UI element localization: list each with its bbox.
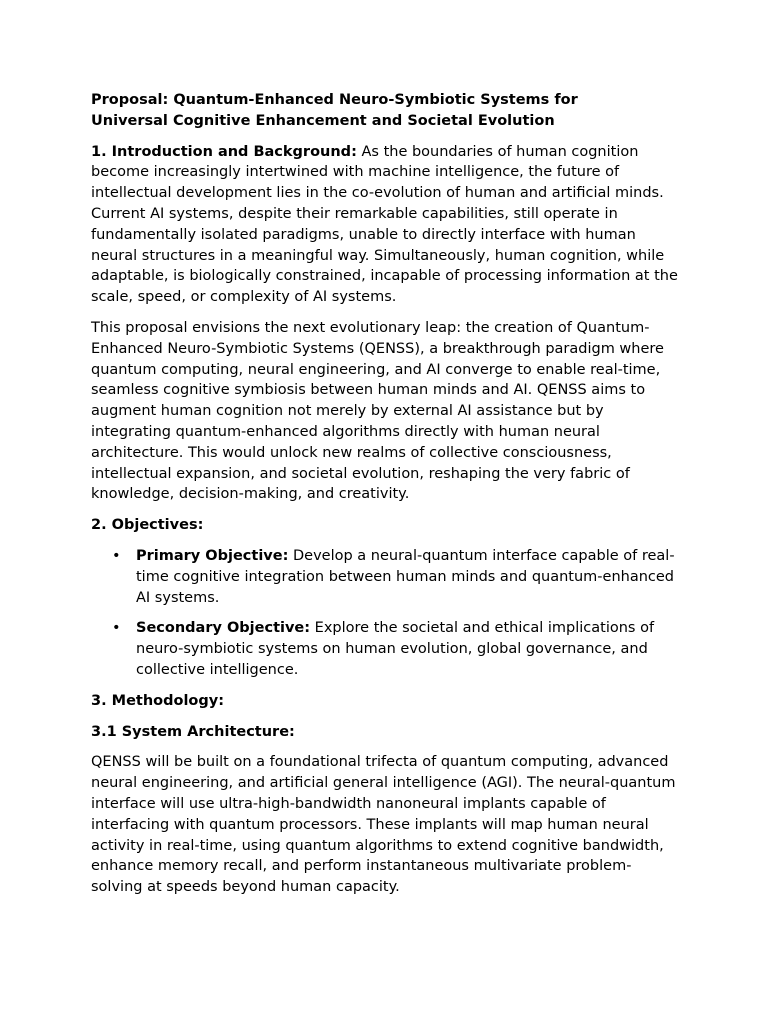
document-page <box>91 90 681 908</box>
intro-paragraph <box>91 142 681 308</box>
methodology-heading: 3. Methodology: <box>91 692 225 709</box>
document-title-line-1: Proposal: Quantum-Enhanced Neuro-Symbiotic Systems for <box>91 92 578 108</box>
secondary-objective-text: Explore the societal and ethical implications of neuro-symbiotic systems on human evolution, global governance, and collective intelligence. <box>136 620 655 678</box>
objectives-heading: 2. Objectives: <box>91 517 204 534</box>
bullet-icon: • <box>112 547 121 564</box>
secondary-objective-label: Secondary Objective: <box>136 620 311 637</box>
bullet-icon: • <box>112 620 121 637</box>
document-title-line-2: Universal Cognitive Enhancement and Societal Evolution <box>91 112 555 129</box>
document-title <box>91 90 681 132</box>
objectives-list <box>91 546 681 681</box>
intro-heading: 1. Introduction and Background: <box>91 143 357 160</box>
list-item-primary-objective <box>91 546 681 608</box>
intro-text: As the boundaries of human cognition become increasingly intertwined with machine intelligence, the future of intellectual development lies in the co-evolution of human and artificial minds. Current AI systems, despite their remarkable capabilities, still operate in fundamentally isolated paradigms, unable to directly interface with human neural structures in a meaningful way. Simultaneously, human cognition, while adaptable, is biologically constrained, incapable of processing information at the scale, speed, or complexity of AI systems. <box>91 143 678 306</box>
vision-paragraph: This proposal envisions the next evolutionary leap: the creation of Quantum-Enhanced Neuro-Symbiotic Systems (QENSS), a breakthrough paradigm where quantum computing, neural engineering, and AI converge to enable real-time, seamless cognitive symbiosis between human minds and AI. QENSS aims to augment human cognition not merely by external AI assistance but by integrating quantum-enhanced algorithms directly with human neural architecture. This would unlock new realms of collective consciousness, intellectual expansion, and societal evolution, reshaping the very fabric of knowledge, decision-making, and creativity. <box>91 319 664 503</box>
primary-objective-text: Develop a neural-quantum interface capable of real-time cognitive integration between human minds and quantum-enhanced AI systems. <box>136 547 675 606</box>
system-architecture-heading: 3.1 System Architecture: <box>91 723 295 740</box>
system-architecture-paragraph: QENSS will be built on a foundational trifecta of quantum computing, advanced neural engineering, and artificial general intelligence (AGI). The neural-quantum interface will use ultra-high-bandwidth nanoneural implants capable of interfacing with quantum processors. These implants will map human neural activity in real-time, using quantum algorithms to extend cognitive bandwidth, enhance memory recall, and perform instantaneous multivariate problem-solving at speeds beyond human capacity. <box>91 754 676 896</box>
list-item-secondary-objective <box>91 618 681 680</box>
primary-objective-label: Primary Objective: <box>136 547 289 564</box>
